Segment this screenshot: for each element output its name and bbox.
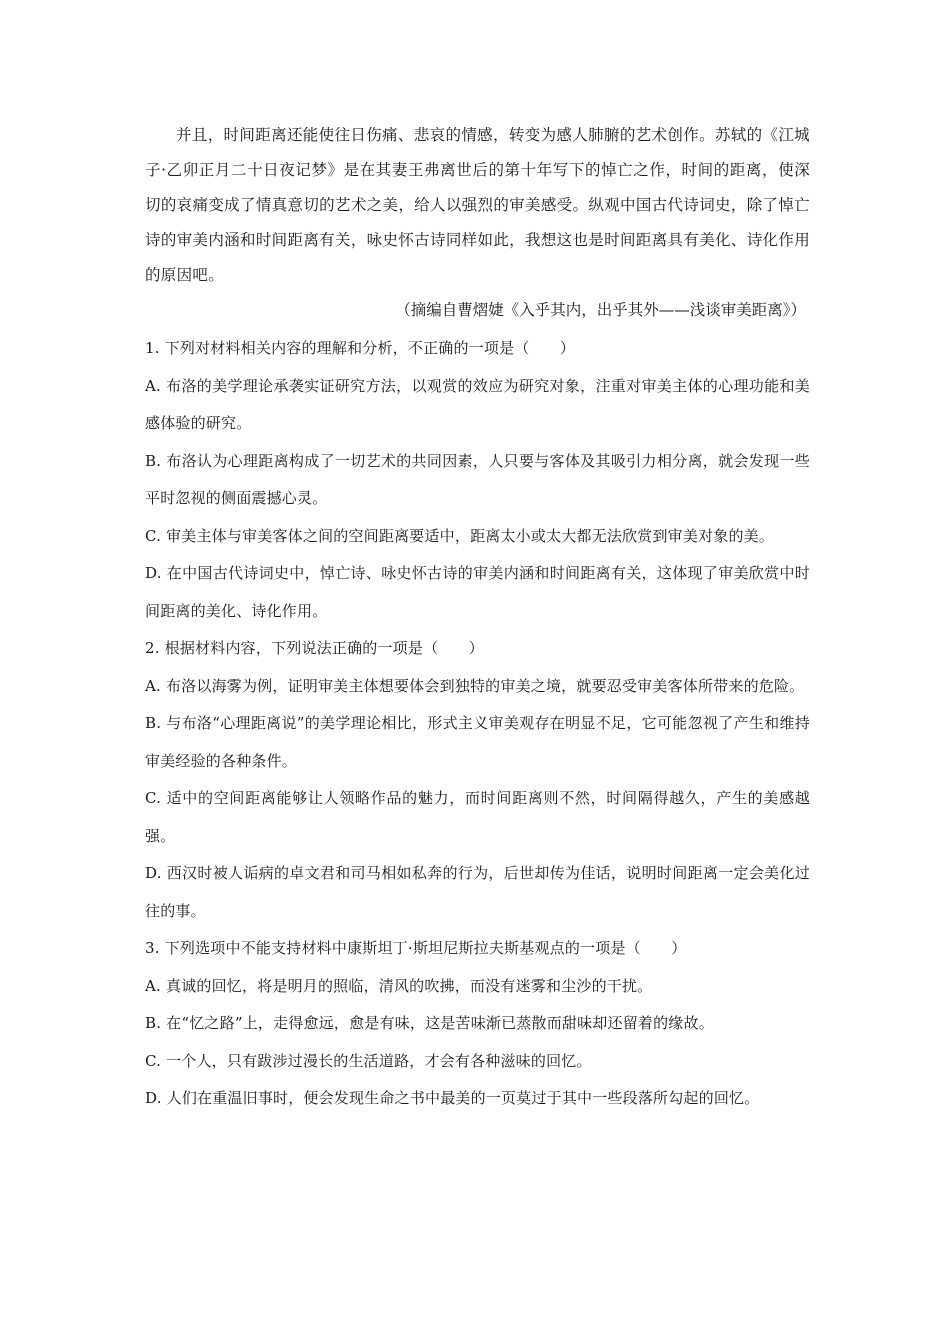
- question-1: [145, 330, 810, 630]
- question-3-option-b: B. 在“忆之路”上，走得愈远，愈是有味，这是苦味渐已蒸散而甜味却还留着的缘故。: [145, 1014, 714, 1032]
- question-1-stem: 1. 下列对材料相关内容的理解和分析，不正确的一项是（ ）: [145, 339, 576, 357]
- question-3: [145, 930, 810, 1118]
- question-3-option-c: C. 一个人，只有跋涉过漫长的生活道路，才会有各种滋味的回忆。: [145, 1051, 592, 1070]
- question-2: [145, 630, 810, 930]
- question-1-option-a: A. 布洛的美学理论承袭实证研究方法，以观赏的效应为研究对象，注重对审美主体的心理功能和美感体验的研究。: [145, 376, 810, 432]
- document-page: [145, 118, 810, 1118]
- question-3-stem: 3. 下列选项中不能支持材料中康斯坦丁·斯坦尼斯拉夫斯基观点的一项是（ ）: [145, 939, 687, 957]
- question-3-option-d: D. 人们在重温旧事时，便会发现生命之书中最美的一页莫过于其中一些段落所勾起的回忆。: [145, 1089, 760, 1107]
- passage-source: （摘编自曹熠婕《入乎其内，出乎其外——浅谈审美距离》）: [395, 301, 806, 319]
- question-3-option-a: A. 真诚的回忆，将是明月的照临，清风的吹拂，而没有迷雾和尘沙的干扰。: [145, 976, 653, 995]
- question-2-option-d: D. 西汉时被人诟病的卓文君和司马相如私奔的行为，后世却传为佳话，说明时间距离一定会美化过往的事。: [145, 864, 810, 920]
- passage-paragraph: 并且，时间距离还能使往日伤痛、悲哀的情感，转变为感人肺腑的艺术创作。苏轼的《江城子·乙卯正月二十日夜记梦》是在其妻王弗离世后的第十年写下的悼亡之作，时间的距离，使深切的哀痛变成了情真意切的艺术之美，给人以强烈的审美感受。纵观中国古代诗词史，除了悼亡诗的审美内涵和时间距离有关，咏史怀古诗同样如此，我想这也是时间距离具有美化、诗化作用的原因吧。: [145, 126, 810, 284]
- question-1-option-b: B. 布洛认为心理距离构成了一切艺术的共同因素，人只要与客体及其吸引力相分离，就会发现一些平时忽视的侧面震撼心灵。: [145, 451, 810, 507]
- question-2-option-a: A. 布洛以海雾为例，证明审美主体想要体会到独特的审美之境，就要忍受审美客体所带来的危险。: [145, 676, 805, 695]
- question-2-option-b: B. 与布洛“心理距离说”的美学理论相比，形式主义审美观存在明显不足，它可能忽视了产生和维持审美经验的各种条件。: [145, 714, 810, 770]
- question-2-option-c: C. 适中的空间距离能够让人领略作品的魅力，而时间距离则不然，时间隔得越久，产生的美感越强。: [145, 789, 810, 845]
- question-1-option-d: D. 在中国古代诗词史中，悼亡诗、咏史怀古诗的审美内涵和时间距离有关，这体现了审美欣赏中时间距离的美化、诗化作用。: [145, 564, 810, 620]
- question-1-option-c: C. 审美主体与审美客体之间的空间距离要适中，距离太小或太大都无法欣赏到审美对象的美。: [145, 526, 775, 545]
- question-2-stem: 2. 根据材料内容，下列说法正确的一项是（ ）: [145, 639, 484, 657]
